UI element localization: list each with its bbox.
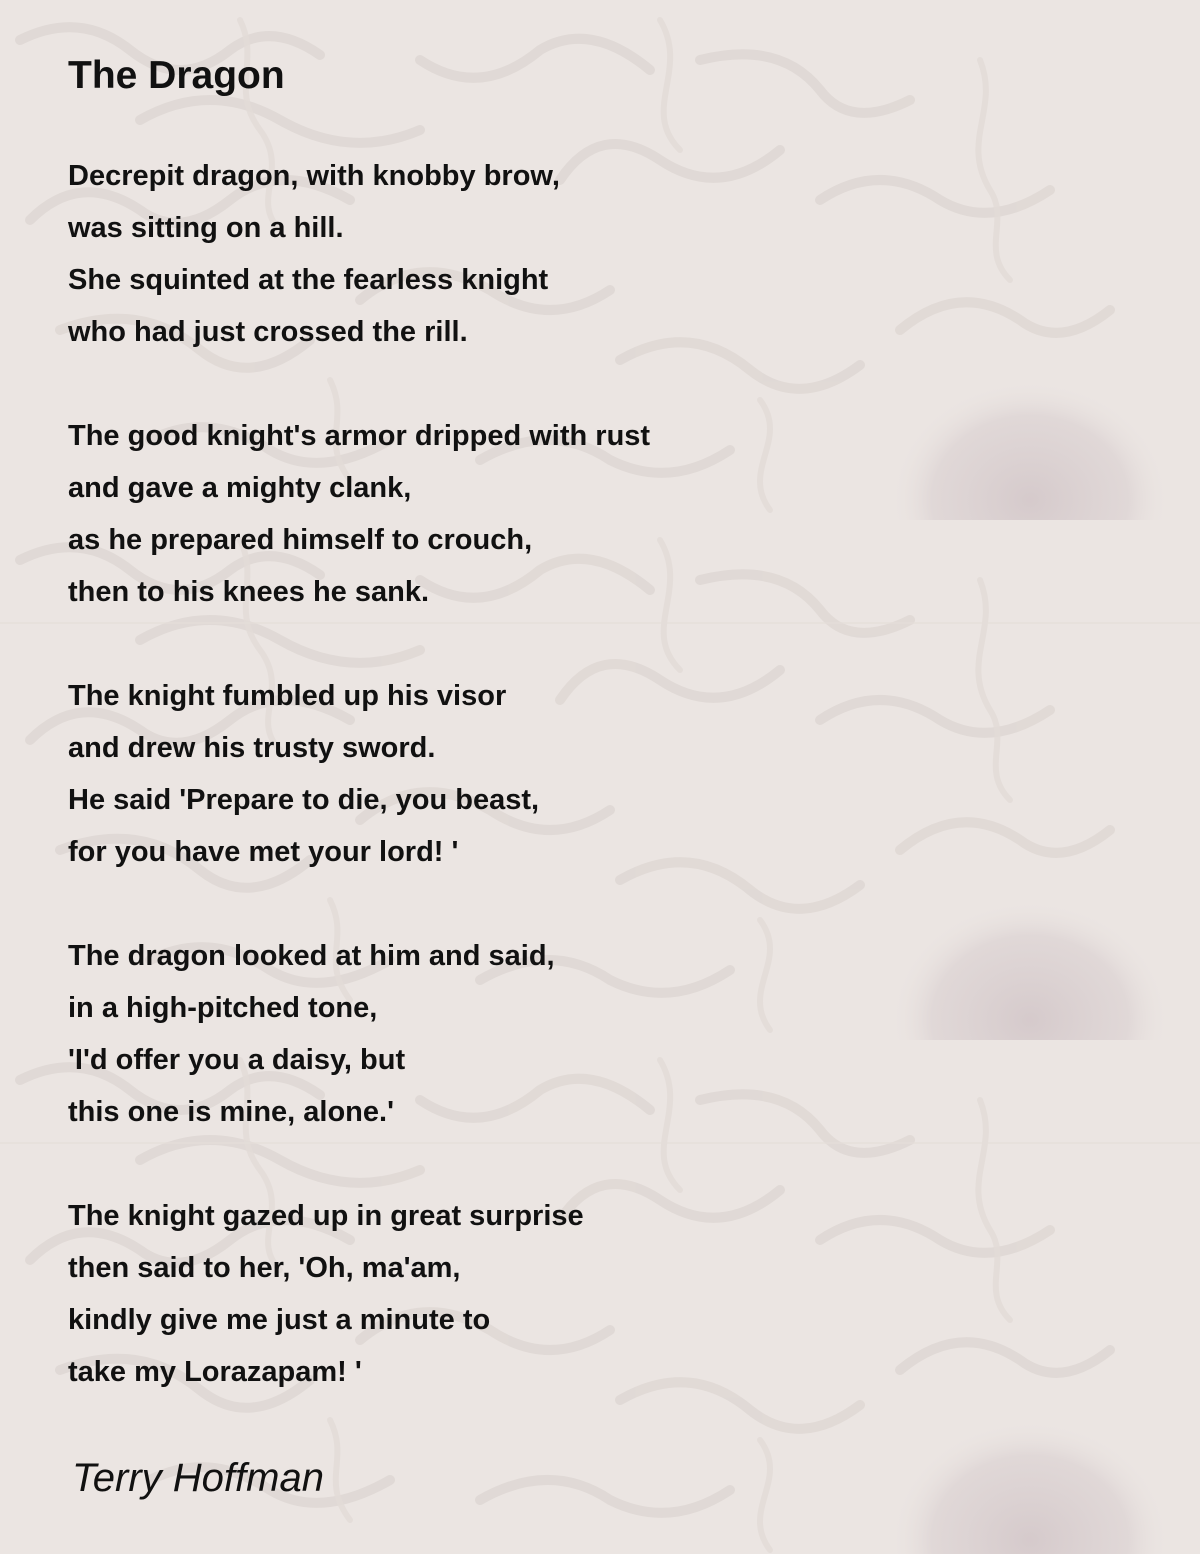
poem-line: then to his knees he sank.: [68, 576, 429, 608]
stanza: [68, 1190, 650, 1398]
poem-line: was sitting on a hill.: [68, 212, 344, 244]
poem-body: [68, 150, 650, 1450]
poem-line: in a high-pitched tone,: [68, 992, 378, 1024]
poem-line: 'I'd offer you a daisy, but: [68, 1044, 406, 1076]
poem-line: who had just crossed the rill.: [68, 316, 468, 348]
stanza: [68, 150, 650, 358]
poem-line: as he prepared himself to crouch,: [68, 524, 533, 556]
poem-line: this one is mine, alone.': [68, 1096, 394, 1128]
stanza: [68, 930, 650, 1138]
poem-line: The dragon looked at him and said,: [68, 940, 555, 972]
stanza: [68, 410, 650, 618]
poem-line: The knight gazed up in great surprise: [68, 1200, 584, 1232]
poem-line: and gave a mighty clank,: [68, 472, 412, 504]
poem-line: He said 'Prepare to die, you beast,: [68, 784, 540, 816]
poem-line: She squinted at the fearless knight: [68, 264, 549, 296]
poem-line: then said to her, 'Oh, ma'am,: [68, 1252, 461, 1284]
poem-line: take my Lorazapam! ': [68, 1356, 362, 1388]
poem-author: Terry Hoffman: [72, 1456, 324, 1500]
poem-line: The good knight's armor dripped with rust: [68, 420, 651, 452]
poem-line: for you have met your lord! ': [68, 836, 459, 868]
poem-line: Decrepit dragon, with knobby brow,: [68, 160, 560, 192]
poem-title: The Dragon: [68, 54, 285, 97]
poem-line: kindly give me just a minute to: [68, 1304, 491, 1336]
stanza: [68, 670, 650, 878]
poem-line: and drew his trusty sword.: [68, 732, 436, 764]
poem-line: The knight fumbled up his visor: [68, 680, 507, 712]
